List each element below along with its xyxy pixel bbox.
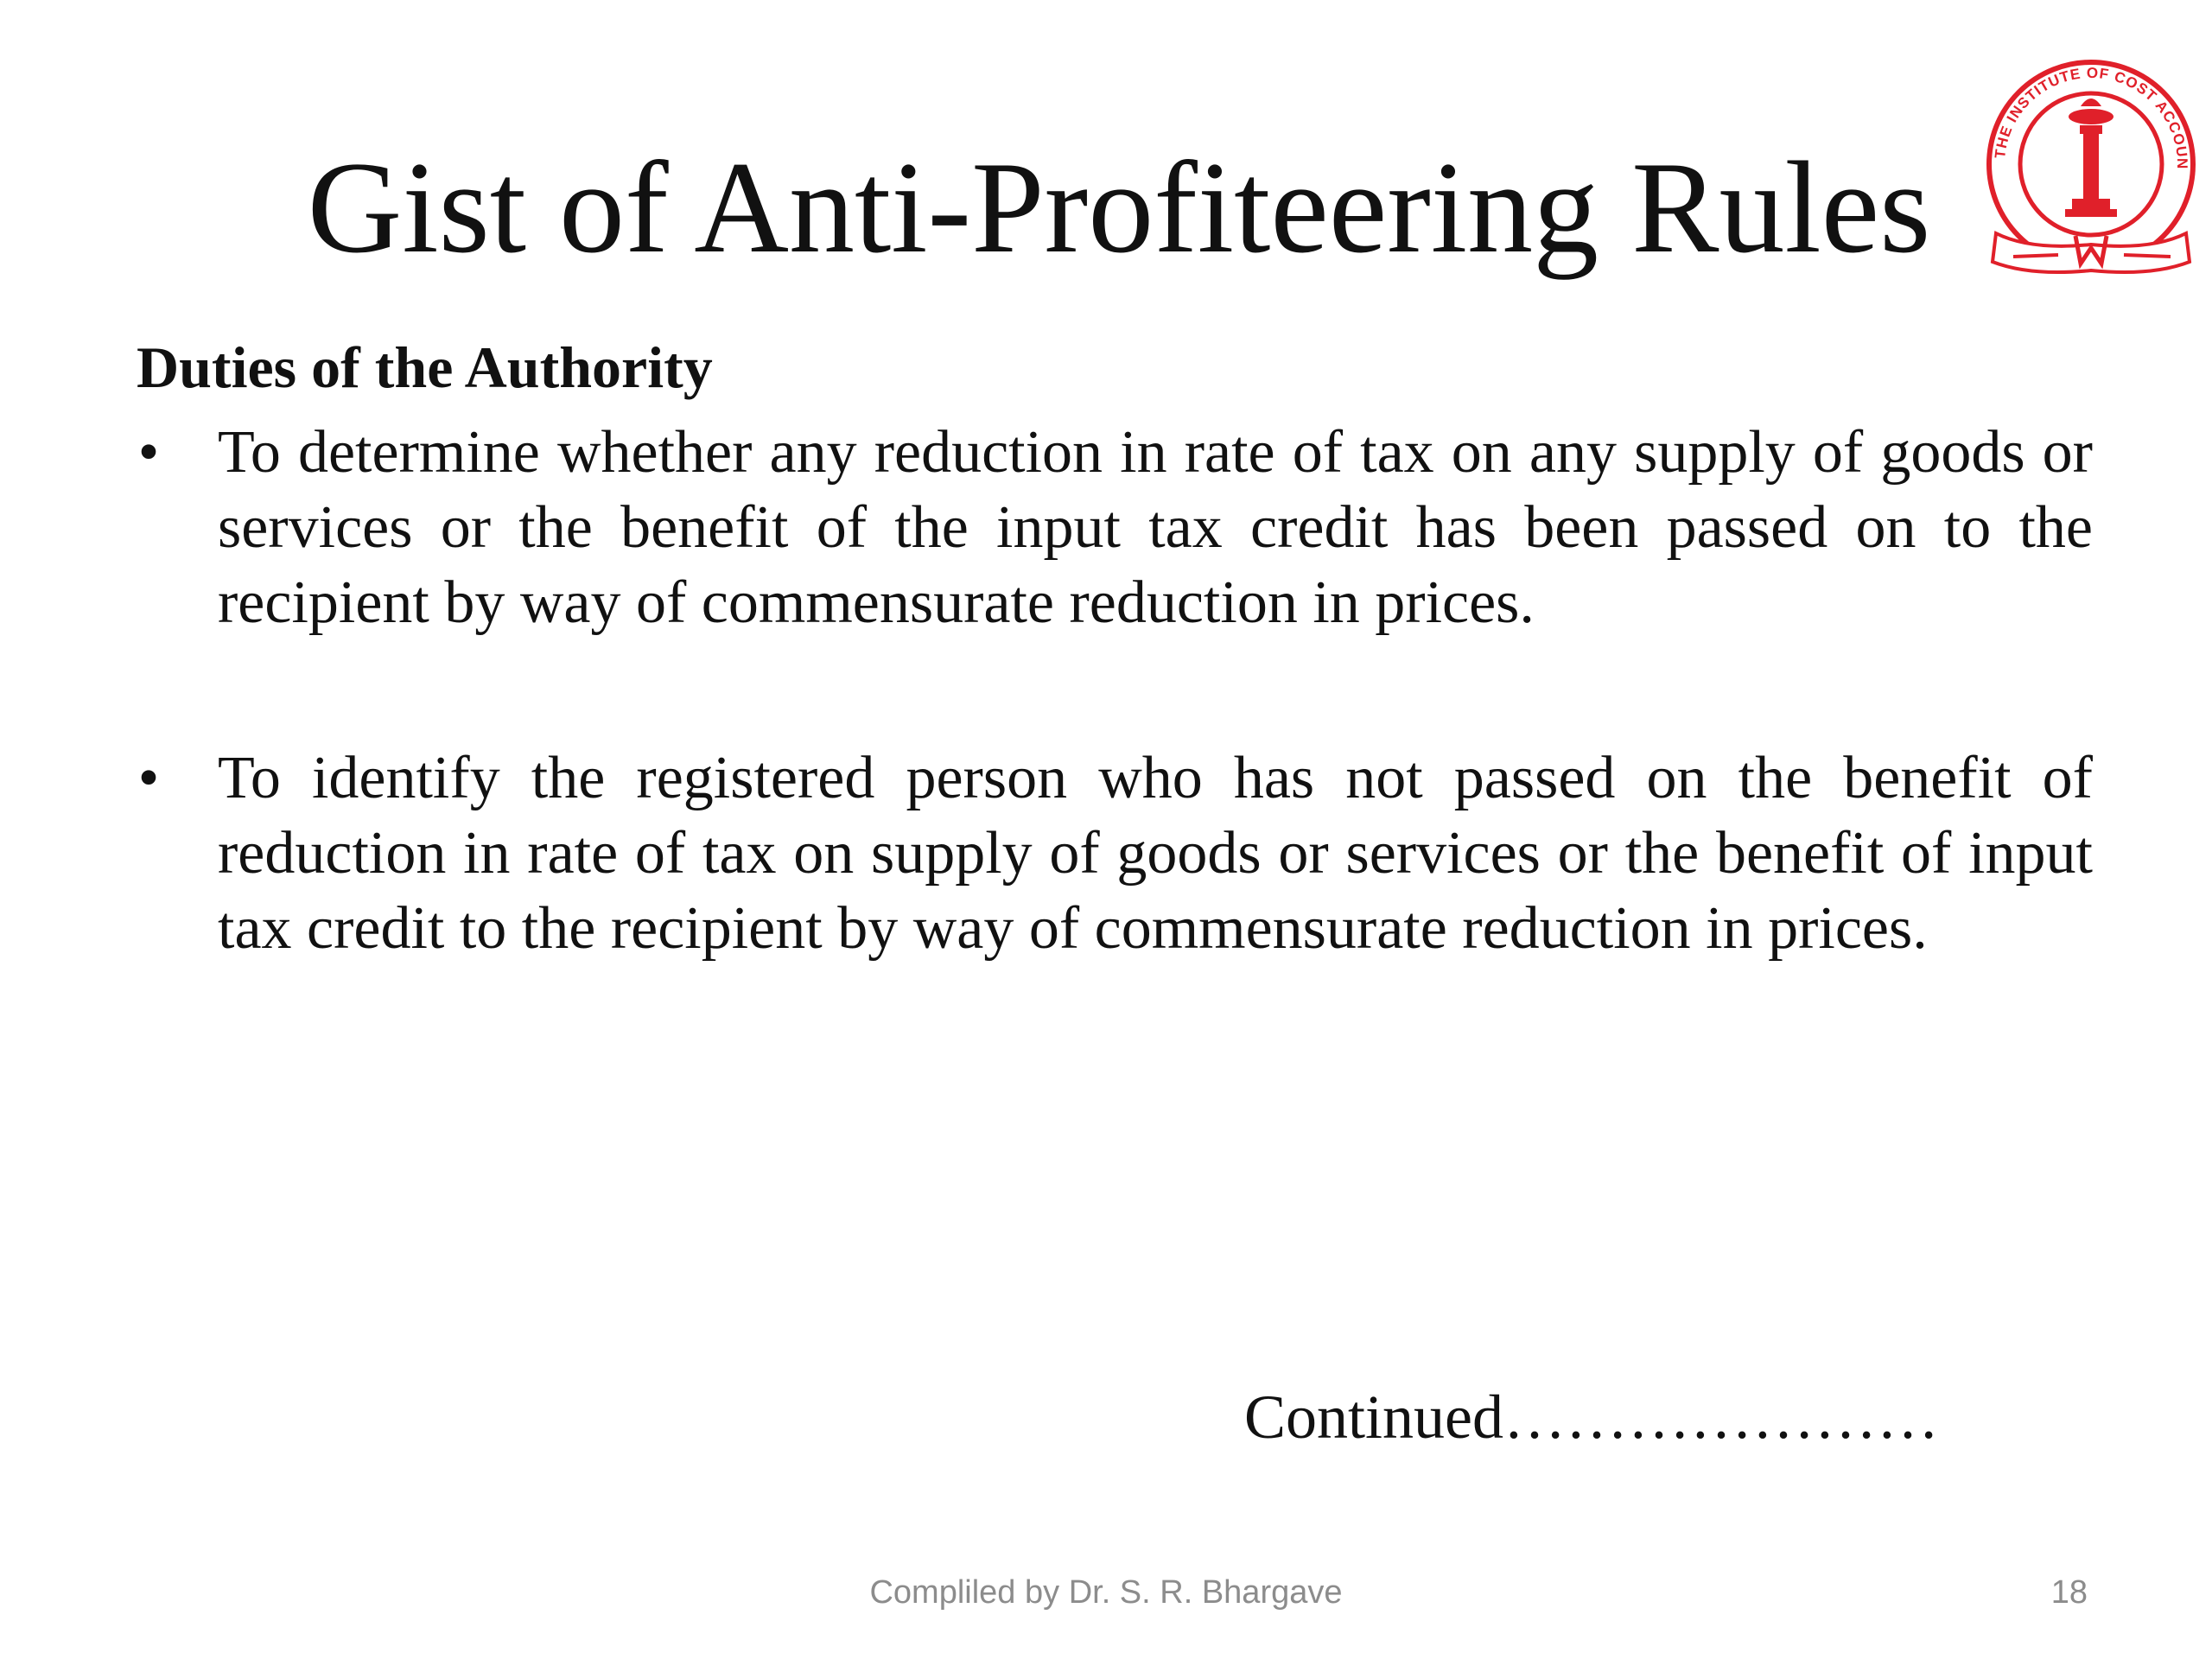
institute-seal-icon (1979, 56, 2203, 289)
institute-logo (1979, 56, 2203, 289)
slide-title: Gist of Anti-Profiteering Rules (307, 135, 1931, 280)
bullet-item (131, 415, 2093, 640)
bullet-text: To identify the registered person who has not passed on the benefit of reduction in rate of tax on supply of goods or services or the benefit of input tax credit to the recipient by way of commensurate reduction in prices. (218, 745, 2093, 962)
bullet-text: To determine whether any reduction in rate of tax on any supply of goods or services or the benefit of the input tax credit has been passed on to the recipient by way of commensurate reduction in prices. (218, 419, 2093, 636)
bullet-list (131, 415, 2093, 1066)
page-number: 18 (2050, 1574, 2088, 1611)
bullet-marker: • (137, 745, 160, 811)
svg-text:THE INSTITUTE OF COST ACCOUNTA: THE INSTITUTE OF COST ACCOUN (1992, 64, 2191, 170)
section-subheading: Duties of the Authority (137, 334, 713, 400)
footer-credit: Compliled by Dr. S. R. Bhargave (869, 1574, 1343, 1611)
bullet-marker: • (137, 419, 160, 486)
continued-note: Continued………………… (1244, 1382, 1939, 1452)
bullet-item (131, 741, 2093, 966)
